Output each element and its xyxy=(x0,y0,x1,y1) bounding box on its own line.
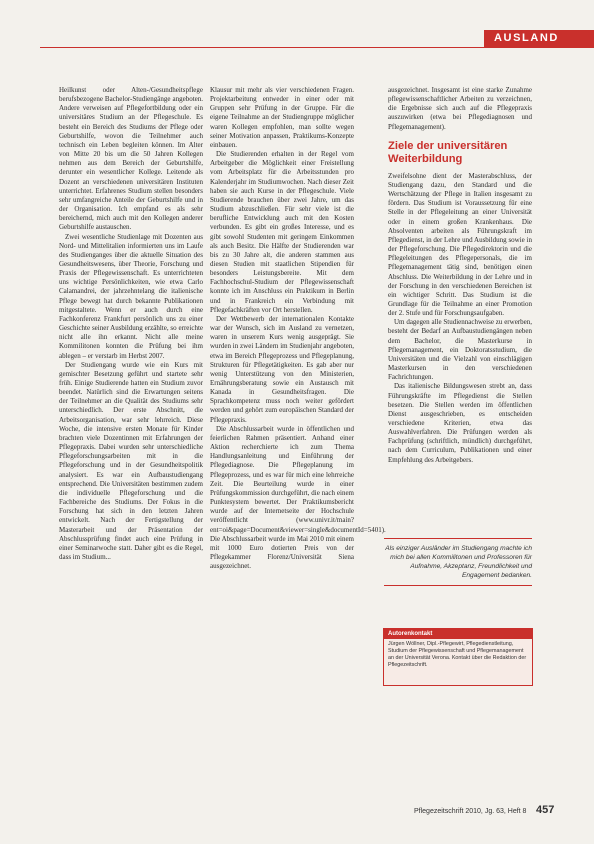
section-heading: Ziele der universitären Weiterbildung xyxy=(388,139,508,165)
paragraph: Heilkunst oder Alten-/Gesundheitspflege berufsbezogene Bachelor-Studiengänge angeboten. Andere verweisen auf Pflegefortbildung oder ein universitäres Studium an der Pflegeschule. Es besteht ein Bereich des Studiums der Pflege oder Geburtshilfe, wovon die Teilnehmer auch technisch ein Leben begleiten können. Im Alter von Mitte 20 bis um die 50 Jahren Kollegen nehmen aus dem Bereich der Geburtshilfe, derunter ein wesentlicher Kollege. Leitende als Dozent an verschiedenen universitären Instituten unterrichtet. Erfahrenes Studium stellen besonders sehr umfangreiche Anteile der Geburtshilfe und in der Organisation. Ich empfand es als sehr bereichernd, mich auch mit den Kollegen anderer Geburtshilfe austauschen. xyxy=(59,86,203,232)
paragraph: ausgezeichnet. Insgesamt ist eine starke Zunahme pflegewissenschaftlicher Arbeiten zu verzeichnen, die Ergebnisse sich auch auf die Pflegepraxis auszuwirken (etwa bei Pflegediagnosen und Pflegemanagement). xyxy=(388,86,532,131)
author-contact-box xyxy=(383,628,533,686)
paragraph: Zweifelsohne dient der Masterabschluss, der Studiengang dazu, den Standard und die Wertschätzung der Pflege in Italien insgesamt zu fördern. Das Studium ist Voraussetzung für eine Stelle in der Pflegeleitung an einer Universität oder in einem großen Krankenhaus. Die Absolventen arbeiten als Führungskraft im Pflegedienst, in der Lehre und Ausbildung sowie in der Pflegeforschung. Die Pflegedirektorin und die Pflegeleitungen des Pflegepersonals, die im Pflegemanagement tätig sind, benötigen einen Abschluss. Die Weiterbildung in der Lehre und in der Forschung in den verschiedenen Bereichen ist ein wichtiger Schritt. Das Studium ist die Grundlage für die Teilnahme an einer Promotion der 2. Stufe und für Forschungsaufgaben. xyxy=(388,171,532,318)
pull-quote-rule xyxy=(384,538,532,539)
paragraph: Der Wettbewerb der internationalen Kontakte war der Wunsch, sich im Ausland zu vernetzen, waren in unserem Kurs wenig ausgeprägt. Sie wurden in zwei Ländern im Studienjahr angeboten, etwa im Bereich Pflegeprozess und Pflegeplanung, Strukturen für Pflegetätigkeiten. Es gab aber nur wenig Unterstützung von den Ministerien, Ernährungsberatung sowie ein Austausch mit Kanada in Gesundheitsfragen. Die Sprachkompetenz muss noch weiter gefördert werden und gehört zum europäischen Standard der Pflegepraxis. xyxy=(210,314,354,424)
pull-quote-rule xyxy=(384,585,532,586)
journal-citation: Pflegezeitschrift 2010, Jg. 63, Heft 8 xyxy=(414,808,527,815)
section-label: AUSLAND xyxy=(484,30,594,47)
paragraph: Das italienische Bildungswesen strebt an, dass Führungskräfte im Pflegedienst die Stellen besetzen. Die Stellen werden im öffentlichen Dienst ausgeschrieben, es entscheiden verschiedene Kriterien, etwa das Auswahlverfahren. Die Prüfungen werden als Fachprüfung (schriftlich, mündlich) durchgeführt, nach dem Curriculum, Publikationen und einer Empfehlung des Arbeitgebers. xyxy=(388,382,532,464)
text-column-1 xyxy=(59,86,203,828)
author-box-text: Jürgen Wöllner, Dipl.-Pflegewirt, Pflegedienstleitung, Studium der Pflegewissenschaft und Pflegemanagement an der Universität Verona. Kontakt über die Redaktion der Pflegezeitschrift. xyxy=(388,641,527,668)
paragraph: Die Abschlussarbeit wurde in öffentlichen und feierlichen Rahmen präsentiert. Anhand einer Aktion recherchierte ich zum Thema Handlungsanleitung und Einführung der Pflegediagnose. Die Pflegeplanung im Pflegeprozess, und es war für mich eine lehrreiche Zeit. Die Beurteilung wurde in einer Prüfungskommission durchgeführt, die nach einem Punktesystem bewertet. Der Praktikumsbericht wurde auf der Internetseite der Hochschule veröffentlicht (www.univr.it/main?ent=oi&page=Document&viewer=single&documentId=5401). Die Abschlussarbeit wurde im Mai 2010 mit einem mit 1000 Euro dotierten Preis von der Pflegekammer Florenz/Universität Siena ausgezeichnet. xyxy=(210,424,386,571)
paragraph: Zwei wesentliche Studienlage mit Dozenten aus Nord- und Mittelitalien informierten uns im Laufe des Studienganges über die aktuelle Situation des Gesundheitswesens, über Theorie, Forschung und Praxis der Pflegewissenschaft. Es unterrichteten uns wichtige Persönlichkeiten, wie etwa Carlo Calamandrei, der jahrzehntelang die italienische Pflege bewegt hat durch bekannte Publikationen mitgestaltete. Wenn er auch durch eine Fachkonferenz Frankfurt persönlich uns zu einer Geschichte seiner Ausbildung erzählte, so erreichte nicht alle ihn erkannt. Nicht alle meine Kommilitonen konnten die Prüfung bei ihm ablegen – er verstarb im Herbst 2007. xyxy=(59,232,203,360)
text-column-2 xyxy=(210,86,386,828)
paragraph: Die Studierenden erhalten in der Regel vom Arbeitgeber die Möglichkeit einer Freistellung vom Arbeitsplatz für die Arbeitsstunden pro Kalenderjahr im Studiumwochen. Nach dieser Zeit haben sie auch Kurse in der Pflegeschule. Viele Studierende brauchen über zwei Jahre, um das Studium abzuschließen. Für sehr viele ist die berufliche Entwicklung auch mit den Kosten verbunden. Es gibt ein großes Interesse, und es gibt sowohl Studenten mit geringem Einkommen als auch Besitz. Die Hälfte der Studierenden war bis zu 30 Jahre alt, die anderen stammen aus diesen Studien mit staatlichen Stipendien für besonders Leistungsbereite. Mit dem Fachhochschul-Studium der Pflegewissenschaft konnte ich im Anschluss ein Praktikum in Berlin und in Frankreich ein Verbindung mit Pflegefachkräften vor Ort herstellen. xyxy=(210,150,354,314)
author-box-title: Autorenkontakt xyxy=(384,629,532,639)
paragraph: Um dagegen alle Studiennachweise zu erwerben, besteht der Bedarf an Aufbaustudiengängen neben dem Bachelor, die Masterkurse in Pflegemanagement, ein Doktoratsstudium, die Universitäten und die Vielzahl von einschlägigen Masterkursen in den verschiedenen Fachrichtungen. xyxy=(388,318,532,382)
paragraph: Klausur mit mehr als vier verschiedenen Fragen. Projektarbeitung entweder in einer oder mit Gruppen sehr Prüfung in der Gruppe. Für die eigene Teilnahme an der Studiengruppe möglicher waren Kollegen empfohlen, man sollte wegen seiner Motivation anpassen, Praktikums-Konzepte einbauen. xyxy=(210,86,354,149)
pull-quote-text: Als einziger Ausländer im Studiengang machte ich mich bei allen Kommilitonen und Professoren für Aufnahme, Akzeptanz, Freundlichkeit und Engagement bedanken. xyxy=(385,545,532,579)
paragraph: Der Studiengang wurde wie ein Kurs mit gemischter Besetzung geführt und startete sehr früh. Einige Studierende hatten ein Studium zuvor beendet. Natürlich sind die Erwartungen seitens der Teilnehmer an die Qualität des Studiums sehr unterschiedlich. Der erste Abschnitt, die Arbeitsorganisation, war sehr lehrreich. Diese Woche, die intensive ersten Monate für Kinder brachten viele Dozentinnen mit Erfahrungen der Pflegepraxis. Dabei wurden sehr unterschiedliche Pflegeforschungsarbeiten mit in die Pflegeforschung und in der Gesundheitspolitik analysiert. Es war ein Aufbaustudiengang entsprechend. Die Universitäten bestimmen zudem die individuelle Pflegeforschung und die Fachbereiche des Studiums. Der Fokus in die Forschung hat sich in den letzten Jahren entwickelt. Nach der Fertigstellung der Masterarbeit und der Präsentation der Abschlussprüfung findet auch eine Prüfung in einer Seminarwoche statt. Daher gibt es die Regel, dass im Studium... xyxy=(59,360,203,561)
header-rule xyxy=(40,47,594,48)
pull-quote xyxy=(384,538,532,586)
text-column-3 xyxy=(388,86,532,532)
page-number: 457 xyxy=(536,804,555,816)
